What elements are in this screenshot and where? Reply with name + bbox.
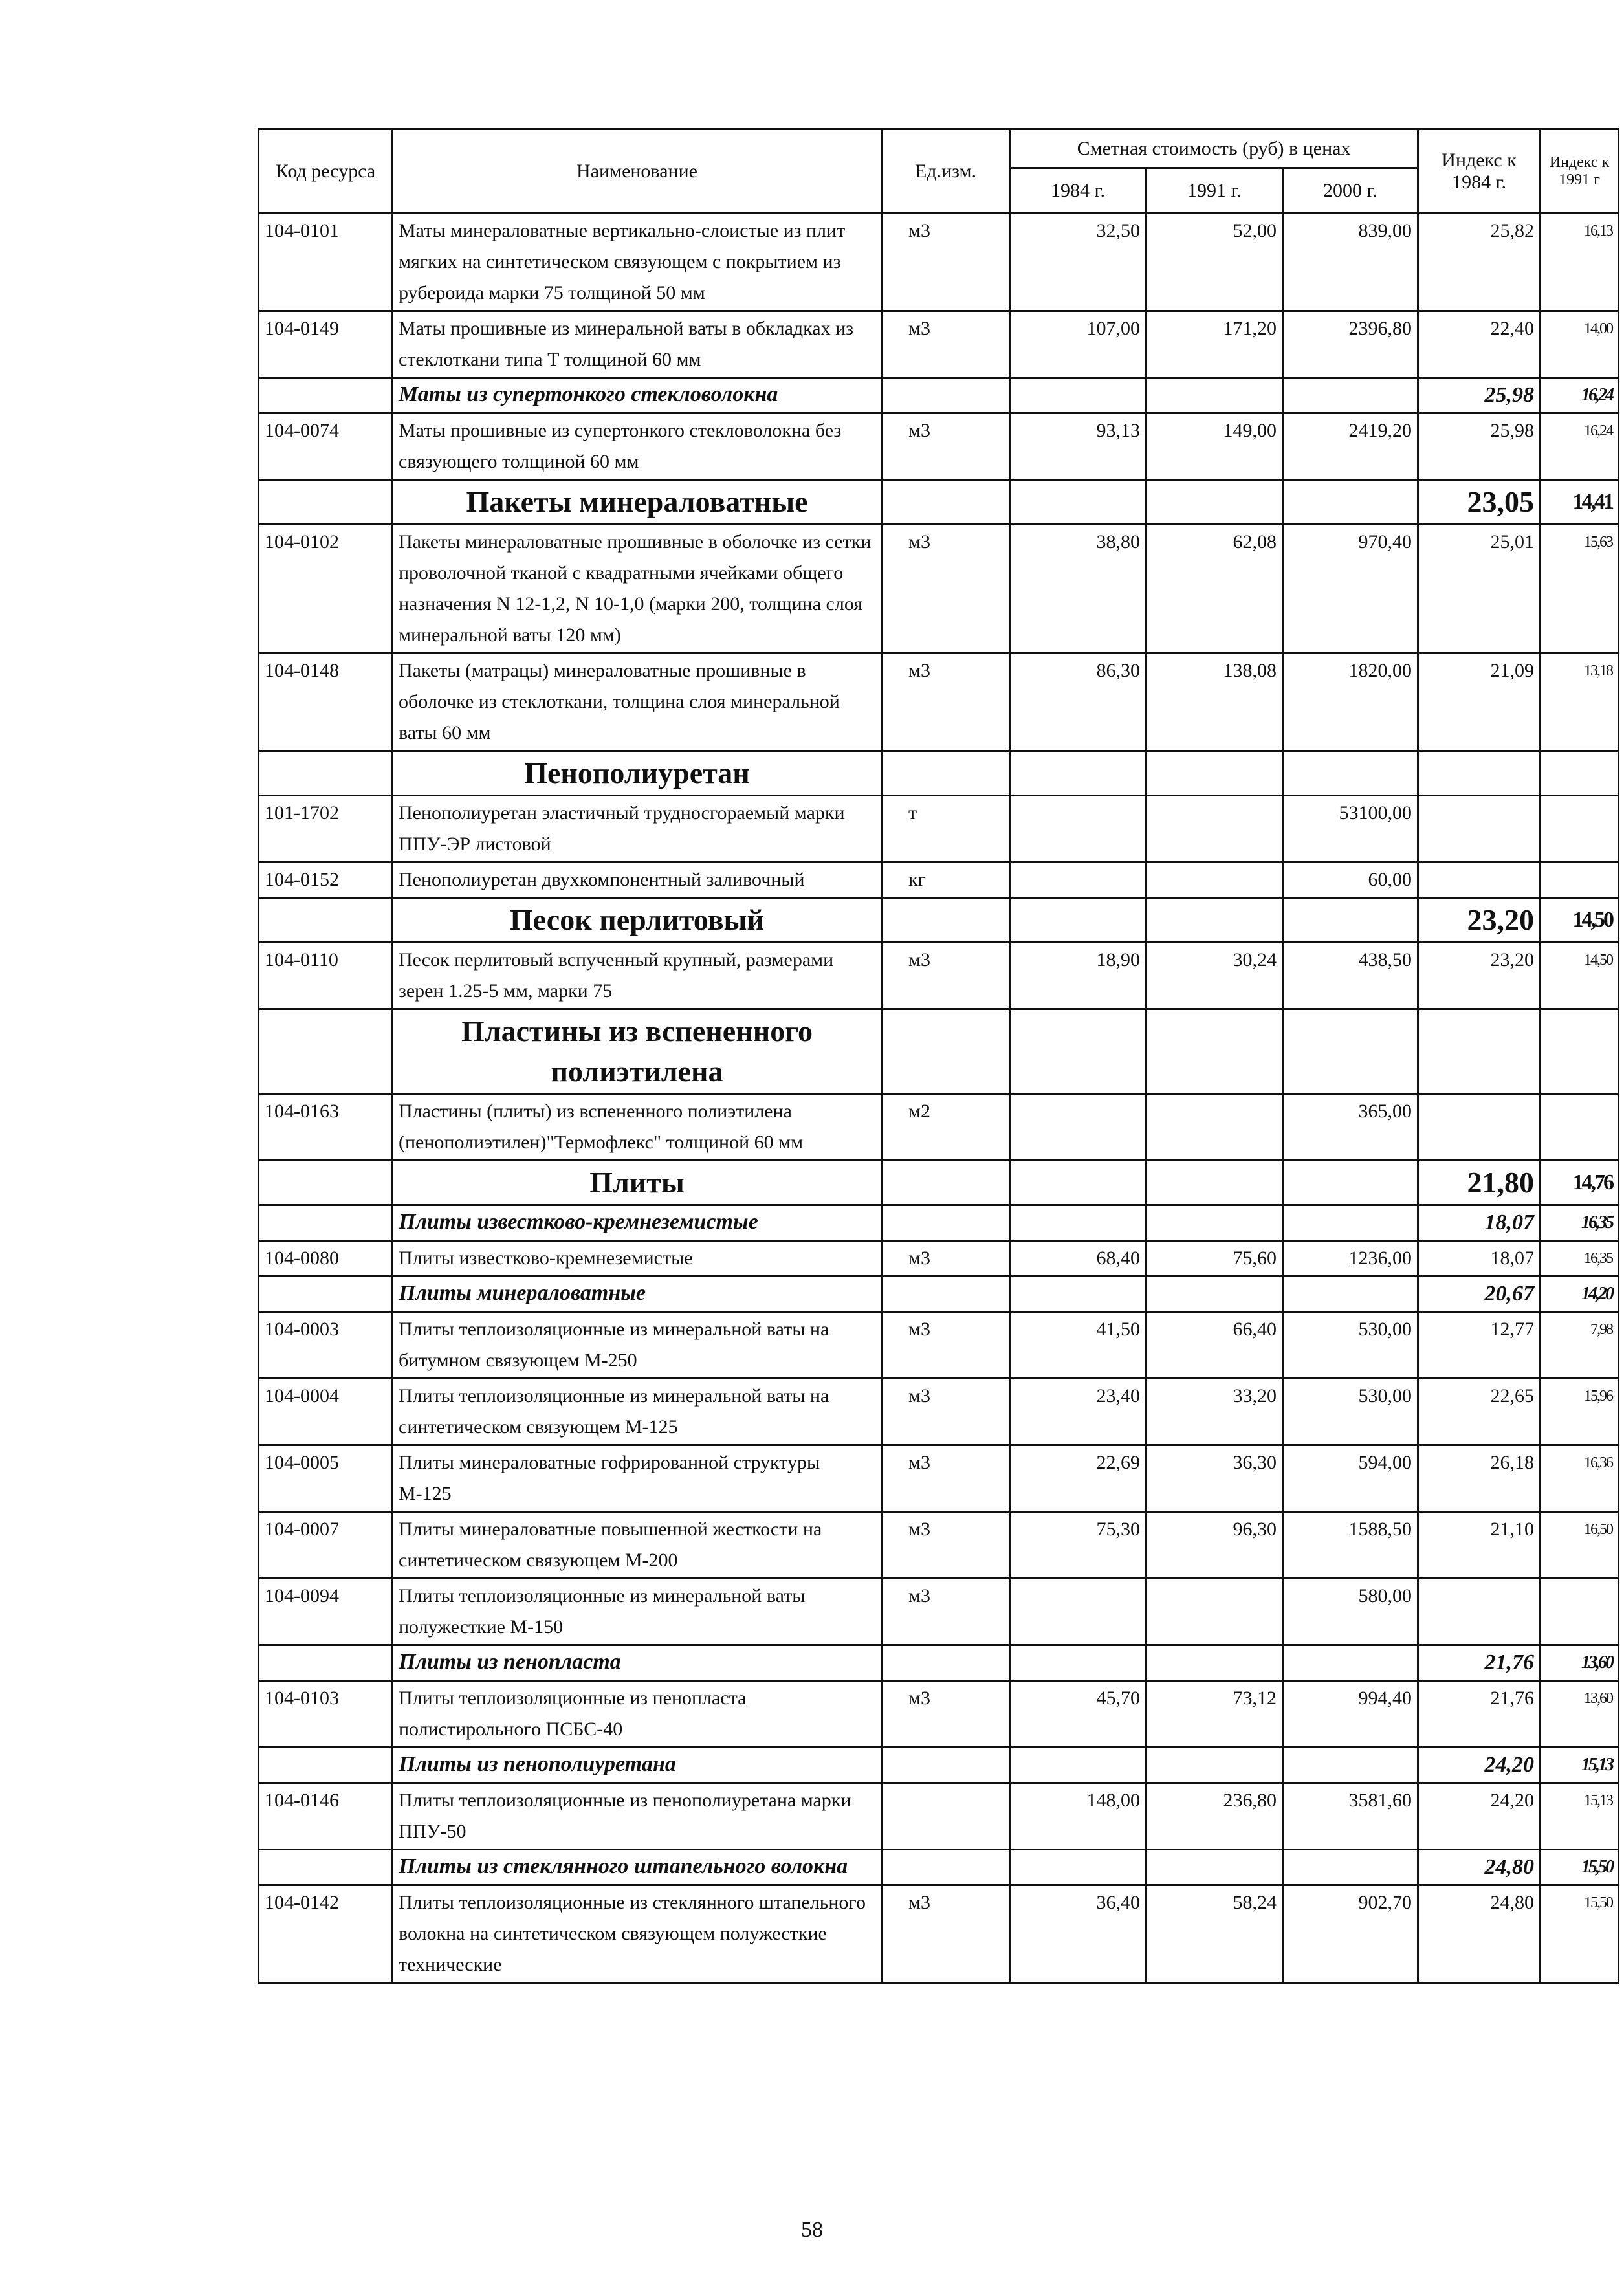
cell-name: Плиты из стеклянного штапельного волокна	[393, 1850, 882, 1885]
cell-code	[259, 480, 393, 525]
table-body	[259, 214, 1619, 1983]
cell-index-1984: 22,40	[1418, 311, 1541, 378]
cell-unit	[882, 378, 1010, 413]
cell-code	[259, 751, 393, 796]
cell-index-1991	[1541, 1009, 1619, 1094]
cell-price-2000: 902,70	[1283, 1885, 1418, 1983]
cell-unit: м3	[882, 1445, 1010, 1512]
cell-price-1991: 52,00	[1147, 214, 1283, 311]
cell-code: 104-0149	[259, 311, 393, 378]
cell-price-2000: 580,00	[1283, 1579, 1418, 1645]
table-row	[259, 1681, 1619, 1748]
table-row	[259, 1512, 1619, 1579]
cell-price-2000	[1283, 1161, 1418, 1205]
cell-price-1991	[1147, 1205, 1283, 1241]
cell-index-1991: 7,98	[1541, 1312, 1619, 1379]
cell-name: Песок перлитовый	[393, 898, 882, 943]
table-header	[259, 129, 1619, 214]
cell-code: 104-0004	[259, 1379, 393, 1445]
cell-unit	[882, 1850, 1010, 1885]
cell-index-1984: 24,20	[1418, 1748, 1541, 1783]
cell-name: Плиты теплоизоляционные из минеральной ваты на битумном связующем М-250	[393, 1312, 882, 1379]
cell-index-1984: 24,80	[1418, 1885, 1541, 1983]
table-row	[259, 862, 1619, 898]
cell-price-1991: 36,30	[1147, 1445, 1283, 1512]
cell-code	[259, 1748, 393, 1783]
cell-code: 104-0005	[259, 1445, 393, 1512]
cell-index-1984: 24,80	[1418, 1850, 1541, 1885]
cell-code	[259, 378, 393, 413]
cell-index-1991: 16,13	[1541, 214, 1619, 311]
cell-price-1991	[1147, 1161, 1283, 1205]
cell-price-1984: 93,13	[1010, 413, 1147, 480]
cell-price-1991: 236,80	[1147, 1783, 1283, 1850]
cell-price-1984	[1010, 1277, 1147, 1312]
cell-price-2000	[1283, 1277, 1418, 1312]
group-heading-row	[259, 1009, 1619, 1094]
cell-price-1991: 149,00	[1147, 413, 1283, 480]
cell-unit: м3	[882, 1241, 1010, 1277]
cell-price-2000: 1236,00	[1283, 1241, 1418, 1277]
cell-name: Пакеты минераловатные прошивные в оболочке из сетки проволочной тканой с квадратными ячейками общего назначения N 12-1,2, N 10-1,0 (марки 200, толщина слоя минеральной ваты 120 мм)	[393, 525, 882, 653]
cell-price-1984	[1010, 378, 1147, 413]
price-table-sheet	[258, 128, 1618, 1984]
cell-name: Маты прошивные из супертонкого стекловолокна без связующего толщиной 60 мм	[393, 413, 882, 480]
cell-price-1984	[1010, 862, 1147, 898]
cell-index-1991: 16,24	[1541, 378, 1619, 413]
cell-price-2000	[1283, 378, 1418, 413]
cell-code: 104-0074	[259, 413, 393, 480]
cell-name: Пакеты (матрацы) минераловатные прошивные в оболочке из стеклоткани, толщина слоя минеральной ваты 60 мм	[393, 653, 882, 751]
cell-code: 104-0080	[259, 1241, 393, 1277]
cell-index-1991: 15,13	[1541, 1783, 1619, 1850]
cell-price-1991	[1147, 1748, 1283, 1783]
header-year-1991: 1991 г.	[1147, 168, 1283, 214]
table-row	[259, 214, 1619, 311]
table-row	[259, 525, 1619, 653]
cell-name: Пластины из вспененного полиэтилена	[393, 1009, 882, 1094]
cell-index-1984	[1418, 796, 1541, 862]
cell-price-1984	[1010, 796, 1147, 862]
cell-unit: м3	[882, 1681, 1010, 1748]
cell-unit	[882, 898, 1010, 943]
cell-name: Плиты теплоизоляционные из стеклянного штапельного волокна на синтетическом связующем полужесткие технические	[393, 1885, 882, 1983]
cell-index-1984: 18,07	[1418, 1241, 1541, 1277]
cell-price-1991	[1147, 1850, 1283, 1885]
group-heading-row	[259, 480, 1619, 525]
cell-index-1991: 14,50	[1541, 943, 1619, 1009]
cell-price-1984	[1010, 1579, 1147, 1645]
cell-price-1991: 33,20	[1147, 1379, 1283, 1445]
cell-index-1984: 25,01	[1418, 525, 1541, 653]
cell-index-1991: 15,50	[1541, 1850, 1619, 1885]
cell-price-1991	[1147, 1277, 1283, 1312]
cell-unit	[882, 751, 1010, 796]
cell-price-1991	[1147, 862, 1283, 898]
cell-index-1991: 13,18	[1541, 653, 1619, 751]
cell-index-1984: 12,77	[1418, 1312, 1541, 1379]
cell-unit	[882, 1205, 1010, 1241]
cell-price-1991	[1147, 1094, 1283, 1161]
price-table	[258, 128, 1619, 1984]
cell-name: Маты минераловатные вертикально-слоистые из плит мягких на синтетическом связующем с покрытием из рубероида марки 75 толщиной 50 мм	[393, 214, 882, 311]
cell-price-1984: 45,70	[1010, 1681, 1147, 1748]
cell-unit: кг	[882, 862, 1010, 898]
cell-price-1984: 38,80	[1010, 525, 1147, 653]
cell-name: Маты из супертонкого стекловолокна	[393, 378, 882, 413]
cell-price-1984	[1010, 751, 1147, 796]
cell-price-2000	[1283, 1748, 1418, 1783]
cell-price-1991: 96,30	[1147, 1512, 1283, 1579]
table-row	[259, 311, 1619, 378]
cell-code: 101-1702	[259, 796, 393, 862]
cell-index-1984: 21,80	[1418, 1161, 1541, 1205]
cell-price-2000: 1588,50	[1283, 1512, 1418, 1579]
cell-unit	[882, 1748, 1010, 1783]
cell-name: Плиты теплоизоляционные из пенополиуретана марки ППУ-50	[393, 1783, 882, 1850]
subgroup-heading-row	[259, 1645, 1619, 1681]
cell-price-1984: 148,00	[1010, 1783, 1147, 1850]
cell-index-1984: 24,20	[1418, 1783, 1541, 1850]
cell-price-2000: 839,00	[1283, 214, 1418, 311]
cell-index-1984: 20,67	[1418, 1277, 1541, 1312]
cell-index-1984	[1418, 862, 1541, 898]
group-heading-row	[259, 1161, 1619, 1205]
header-year-1984: 1984 г.	[1010, 168, 1147, 214]
cell-name: Пакеты минераловатные	[393, 480, 882, 525]
table-row	[259, 943, 1619, 1009]
cell-index-1991: 16,35	[1541, 1241, 1619, 1277]
cell-price-2000: 1820,00	[1283, 653, 1418, 751]
cell-unit	[882, 1277, 1010, 1312]
cell-index-1991: 16,36	[1541, 1445, 1619, 1512]
cell-price-2000: 970,40	[1283, 525, 1418, 653]
header-unit: Ед.изм.	[882, 129, 1010, 214]
cell-price-2000: 3581,60	[1283, 1783, 1418, 1850]
cell-price-2000	[1283, 1009, 1418, 1094]
cell-code	[259, 1205, 393, 1241]
table-row	[259, 1241, 1619, 1277]
cell-index-1991: 13,60	[1541, 1681, 1619, 1748]
header-name: Наименование	[393, 129, 882, 214]
cell-index-1984: 21,76	[1418, 1645, 1541, 1681]
cell-name: Плиты минераловатные повышенной жесткости на синтетическом связующем М-200	[393, 1512, 882, 1579]
cell-unit: м3	[882, 1579, 1010, 1645]
cell-price-1984: 86,30	[1010, 653, 1147, 751]
cell-code: 104-0094	[259, 1579, 393, 1645]
subgroup-heading-row	[259, 1205, 1619, 1241]
cell-price-1991: 138,08	[1147, 653, 1283, 751]
cell-name: Песок перлитовый вспученный крупный, размерами зерен 1.25-5 мм, марки 75	[393, 943, 882, 1009]
cell-index-1991: 16,35	[1541, 1205, 1619, 1241]
cell-price-1984: 41,50	[1010, 1312, 1147, 1379]
subgroup-heading-row	[259, 1850, 1619, 1885]
cell-price-1984: 23,40	[1010, 1379, 1147, 1445]
cell-index-1991: 14,41	[1541, 480, 1619, 525]
cell-unit: м3	[882, 1312, 1010, 1379]
subgroup-heading-row	[259, 1277, 1619, 1312]
cell-price-1991	[1147, 796, 1283, 862]
cell-price-2000: 594,00	[1283, 1445, 1418, 1512]
cell-code	[259, 1645, 393, 1681]
cell-price-1984: 75,30	[1010, 1512, 1147, 1579]
table-row	[259, 413, 1619, 480]
cell-price-1991	[1147, 1645, 1283, 1681]
cell-price-2000	[1283, 898, 1418, 943]
cell-unit: м3	[882, 311, 1010, 378]
cell-price-2000	[1283, 1205, 1418, 1241]
cell-index-1991: 15,50	[1541, 1885, 1619, 1983]
cell-index-1984: 25,98	[1418, 413, 1541, 480]
cell-index-1984: 22,65	[1418, 1379, 1541, 1445]
cell-price-1991: 75,60	[1147, 1241, 1283, 1277]
cell-unit	[882, 1645, 1010, 1681]
cell-price-1984	[1010, 1850, 1147, 1885]
table-row	[259, 1312, 1619, 1379]
cell-price-1991: 66,40	[1147, 1312, 1283, 1379]
cell-code	[259, 1161, 393, 1205]
cell-name: Маты прошивные из минеральной ваты в обкладках из стеклоткани типа Т толщиной 60 мм	[393, 311, 882, 378]
cell-code: 104-0003	[259, 1312, 393, 1379]
cell-unit: м3	[882, 1379, 1010, 1445]
cell-index-1991: 15,63	[1541, 525, 1619, 653]
table-row	[259, 1885, 1619, 1983]
cell-name: Пенополиуретан эластичный трудносгораемый марки ППУ-ЭР листовой	[393, 796, 882, 862]
cell-index-1991: 14,76	[1541, 1161, 1619, 1205]
cell-code: 104-0142	[259, 1885, 393, 1983]
cell-price-1991	[1147, 751, 1283, 796]
cell-name: Пенополиуретан	[393, 751, 882, 796]
cell-index-1984: 23,20	[1418, 898, 1541, 943]
cell-name: Плиты теплоизоляционные из пенопласта полистирольного ПСБС-40	[393, 1681, 882, 1748]
cell-index-1984	[1418, 751, 1541, 796]
cell-index-1984: 23,05	[1418, 480, 1541, 525]
cell-name: Пластины (плиты) из вспененного полиэтилена (пенополиэтилен)"Термофлекс" толщиной 60 мм	[393, 1094, 882, 1161]
cell-name: Плиты минераловатные гофрированной структуры М-125	[393, 1445, 882, 1512]
cell-code: 104-0007	[259, 1512, 393, 1579]
cell-price-1991	[1147, 378, 1283, 413]
cell-unit: м3	[882, 653, 1010, 751]
cell-unit	[882, 1009, 1010, 1094]
header-code: Код ресурса	[259, 129, 393, 214]
cell-price-1984	[1010, 1009, 1147, 1094]
table-row	[259, 653, 1619, 751]
cell-code: 104-0102	[259, 525, 393, 653]
cell-price-1991: 62,08	[1147, 525, 1283, 653]
cell-name: Плиты минераловатные	[393, 1277, 882, 1312]
cell-price-2000	[1283, 1850, 1418, 1885]
table-row	[259, 1379, 1619, 1445]
cell-price-2000	[1283, 480, 1418, 525]
cell-price-1984	[1010, 1645, 1147, 1681]
cell-price-2000: 530,00	[1283, 1379, 1418, 1445]
cell-price-1984: 32,50	[1010, 214, 1147, 311]
cell-index-1984	[1418, 1579, 1541, 1645]
cell-index-1991	[1541, 751, 1619, 796]
cell-price-2000: 2419,20	[1283, 413, 1418, 480]
header-index-1984: Индекс к 1984 г.	[1418, 129, 1541, 214]
cell-index-1984: 21,76	[1418, 1681, 1541, 1748]
cell-price-1984	[1010, 1161, 1147, 1205]
cell-price-2000: 438,50	[1283, 943, 1418, 1009]
cell-price-2000: 365,00	[1283, 1094, 1418, 1161]
cell-code	[259, 1850, 393, 1885]
cell-index-1991: 15,96	[1541, 1379, 1619, 1445]
cell-index-1991: 14,20	[1541, 1277, 1619, 1312]
cell-code: 104-0163	[259, 1094, 393, 1161]
group-heading-row	[259, 898, 1619, 943]
group-heading-row	[259, 751, 1619, 796]
subgroup-heading-row	[259, 378, 1619, 413]
cell-price-2000	[1283, 751, 1418, 796]
cell-index-1991	[1541, 1094, 1619, 1161]
cell-unit	[882, 1161, 1010, 1205]
cell-price-1984: 22,69	[1010, 1445, 1147, 1512]
cell-index-1991: 15,13	[1541, 1748, 1619, 1783]
cell-name: Плиты теплоизоляционные из минеральной ваты на синтетическом связующем М-125	[393, 1379, 882, 1445]
cell-price-2000: 60,00	[1283, 862, 1418, 898]
cell-name: Плиты известково-кремнеземистые	[393, 1205, 882, 1241]
cell-price-2000: 530,00	[1283, 1312, 1418, 1379]
cell-price-2000: 994,40	[1283, 1681, 1418, 1748]
cell-code: 104-0146	[259, 1783, 393, 1850]
cell-name: Плиты из пенопласта	[393, 1645, 882, 1681]
page-number: 58	[801, 2218, 823, 2242]
cell-name: Плиты	[393, 1161, 882, 1205]
cell-code	[259, 1009, 393, 1094]
cell-index-1991: 13,60	[1541, 1645, 1619, 1681]
cell-price-1984: 68,40	[1010, 1241, 1147, 1277]
table-row	[259, 1579, 1619, 1645]
cell-index-1991: 14,50	[1541, 898, 1619, 943]
cell-code: 104-0103	[259, 1681, 393, 1748]
cell-price-1991	[1147, 898, 1283, 943]
cell-price-1991	[1147, 480, 1283, 525]
cell-name: Плиты из пенополиуретана	[393, 1748, 882, 1783]
header-index-1991: Индекс к 1991 г	[1541, 129, 1619, 214]
cell-index-1991: 16,24	[1541, 413, 1619, 480]
cell-name: Пенополиуретан двухкомпонентный заливочный	[393, 862, 882, 898]
cell-unit: м3	[882, 214, 1010, 311]
cell-index-1984: 21,09	[1418, 653, 1541, 751]
cell-price-1984	[1010, 480, 1147, 525]
cell-index-1991: 16,50	[1541, 1512, 1619, 1579]
table-row	[259, 1445, 1619, 1512]
cell-code	[259, 1277, 393, 1312]
cell-index-1984: 21,10	[1418, 1512, 1541, 1579]
cell-price-2000: 53100,00	[1283, 796, 1418, 862]
cell-unit: м2	[882, 1094, 1010, 1161]
cell-index-1984: 25,82	[1418, 214, 1541, 311]
cell-price-1984	[1010, 1748, 1147, 1783]
cell-price-1991	[1147, 1579, 1283, 1645]
cell-index-1984: 26,18	[1418, 1445, 1541, 1512]
cell-unit: м3	[882, 1885, 1010, 1983]
cell-unit: м3	[882, 525, 1010, 653]
cell-unit	[882, 480, 1010, 525]
cell-price-1984: 107,00	[1010, 311, 1147, 378]
cell-unit: м3	[882, 943, 1010, 1009]
table-row	[259, 1094, 1619, 1161]
cell-name: Плиты теплоизоляционные из минеральной ваты полужесткие М-150	[393, 1579, 882, 1645]
cell-index-1991	[1541, 1579, 1619, 1645]
cell-index-1984	[1418, 1094, 1541, 1161]
cell-unit: м3	[882, 413, 1010, 480]
cell-price-1984	[1010, 1094, 1147, 1161]
cell-price-1991: 171,20	[1147, 311, 1283, 378]
cell-index-1991	[1541, 796, 1619, 862]
cell-index-1991	[1541, 862, 1619, 898]
cell-code: 104-0101	[259, 214, 393, 311]
subgroup-heading-row	[259, 1748, 1619, 1783]
cell-unit: т	[882, 796, 1010, 862]
cell-code: 104-0148	[259, 653, 393, 751]
cell-code: 104-0152	[259, 862, 393, 898]
cell-price-2000	[1283, 1645, 1418, 1681]
cell-code: 104-0110	[259, 943, 393, 1009]
cell-index-1984	[1418, 1009, 1541, 1094]
cell-price-1991: 30,24	[1147, 943, 1283, 1009]
cell-price-1991: 73,12	[1147, 1681, 1283, 1748]
cell-price-2000: 2396,80	[1283, 311, 1418, 378]
cell-price-1991: 58,24	[1147, 1885, 1283, 1983]
header-year-2000: 2000 г.	[1283, 168, 1418, 214]
table-row	[259, 1783, 1619, 1850]
cell-unit	[882, 1783, 1010, 1850]
cell-price-1984: 36,40	[1010, 1885, 1147, 1983]
cell-price-1991	[1147, 1009, 1283, 1094]
cell-name: Плиты известково-кремнеземистые	[393, 1241, 882, 1277]
cell-unit: м3	[882, 1512, 1010, 1579]
cell-code	[259, 898, 393, 943]
cell-price-1984	[1010, 898, 1147, 943]
cell-index-1984: 18,07	[1418, 1205, 1541, 1241]
cell-price-1984: 18,90	[1010, 943, 1147, 1009]
cell-price-1984	[1010, 1205, 1147, 1241]
table-row	[259, 796, 1619, 862]
header-cost-group: Сметная стоимость (руб) в ценах	[1010, 129, 1418, 168]
cell-index-1991: 14,00	[1541, 311, 1619, 378]
cell-index-1984: 23,20	[1418, 943, 1541, 1009]
cell-index-1984: 25,98	[1418, 378, 1541, 413]
